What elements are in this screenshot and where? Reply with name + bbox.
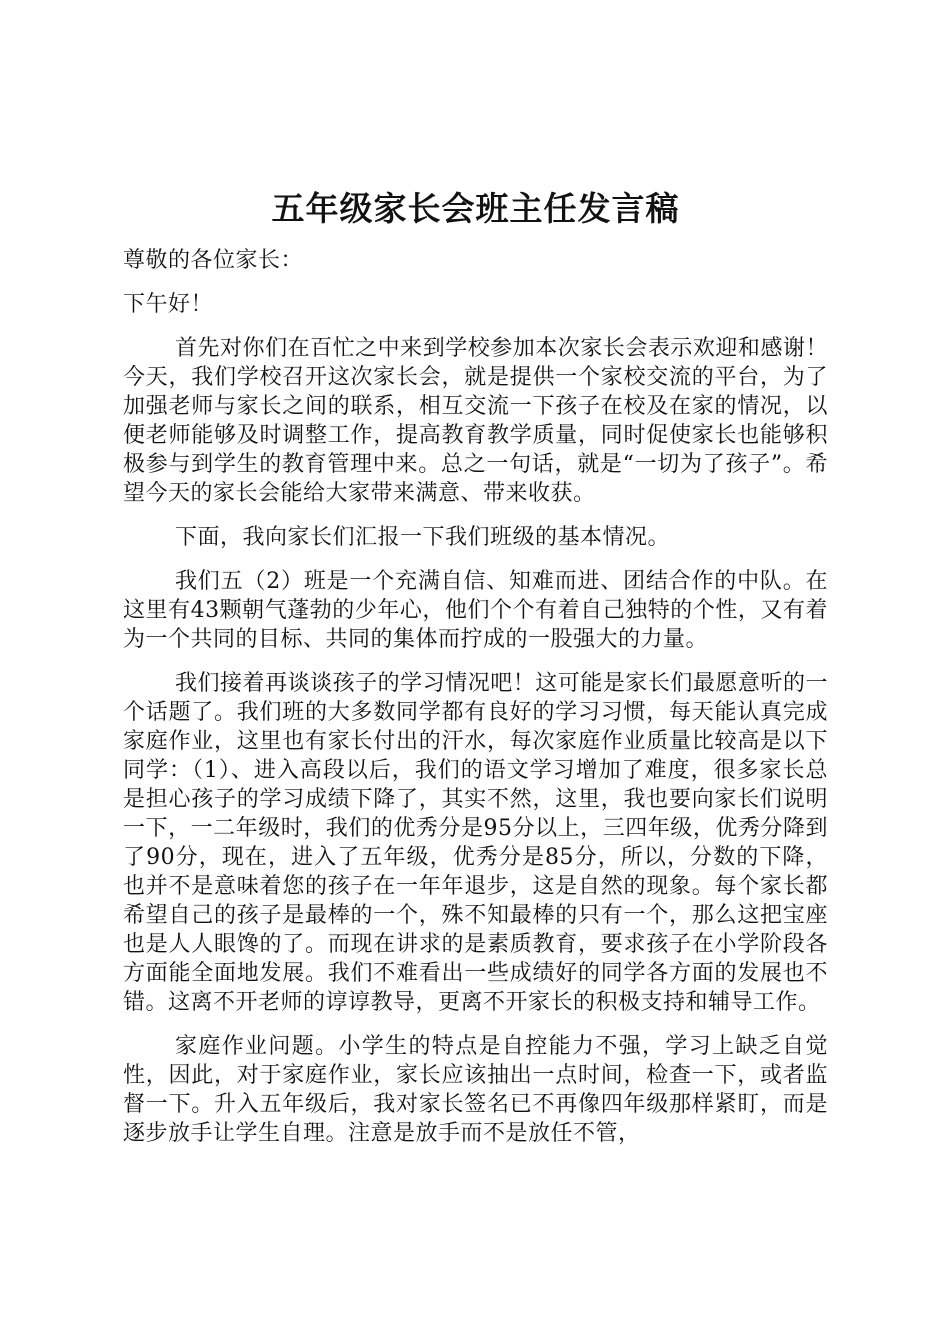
document-body <box>123 186 828 1163</box>
greeting-line: 尊敬的各位家长： <box>123 248 304 273</box>
paragraph-study-situation: 我们接着再谈谈孩子的学习情况吧！这可能是家长们最愿意听的一个话题了。我们班的大多数同学都有良好的学习习惯，每天能认真完成家庭作业，这里也有家长付出的汗水，每次家庭作业质量比较高是以下同学：（1）、进入高段以后，我们的语文学习增加了难度，很多家长总是担心孩子的学习成绩下降了，其实不然，这里，我也要向家长们说明一下，一二年级时，我们的优秀分是95分以上，三四年级，优秀分降到了90分，现在，进入了五年级，优秀分是85分，所以，分数的下降，也并不是意味着您的孩子在一年年退步，这是自然的现象。每个家长都希望自己的孩子是最棒的一个，殊不知最棒的只有一个，那么这把宝座也是人人眼馋的了。而现在讲求的是素质教育，要求孩子在小学阶段各方面能全面地发展。我们不难看出一些成绩好的同学各方面的发展也不错。这离不开老师的谆谆教导，更离不开家长的积极支持和辅导工作。 <box>123 671 828 1015</box>
paragraph-homework: 家庭作业问题。小学生的特点是自控能力不强，学习上缺乏自觉性，因此，对于家庭作业，家长应该抽出一点时间，检查一下，或者监督一下。升入五年级后，我对家长签名已不再像四年级那样紧盯，而是逐步放手让学生自理。注意是放手而不是放任不管， <box>123 1034 828 1146</box>
paragraph-class-overview: 我们五（2）班是一个充满自信、知难而进、团结合作的中队。在这里有43颗朝气蓬勃的少年心，他们个个有着自己独特的个性，又有着为一个共同的目标、共同的集体而拧成的一股强大的力量。 <box>123 569 828 652</box>
paragraph-report-intro: 下面，我向家长们汇报一下我们班级的基本情况。 <box>175 525 671 550</box>
salutation-line: 下午好！ <box>123 292 214 317</box>
document-title: 五年级家长会班主任发言稿 <box>271 189 680 228</box>
paragraph-welcome: 首先对你们在百忙之中来到学校参加本次家长会表示欢迎和感谢！今天，我们学校召开这次家长会，就是提供一个家校交流的平台，为了加强老师与家长之间的联系，相互交流一下孩子在校及在家的情况，以便老师能够及时调整工作，提高教育教学质量，同时促使家长也能够积极参与到学生的教育管理中来。总之一句话，就是“一切为了孩子”。希望今天的家长会能给大家带来满意、带来收获。 <box>123 336 828 506</box>
